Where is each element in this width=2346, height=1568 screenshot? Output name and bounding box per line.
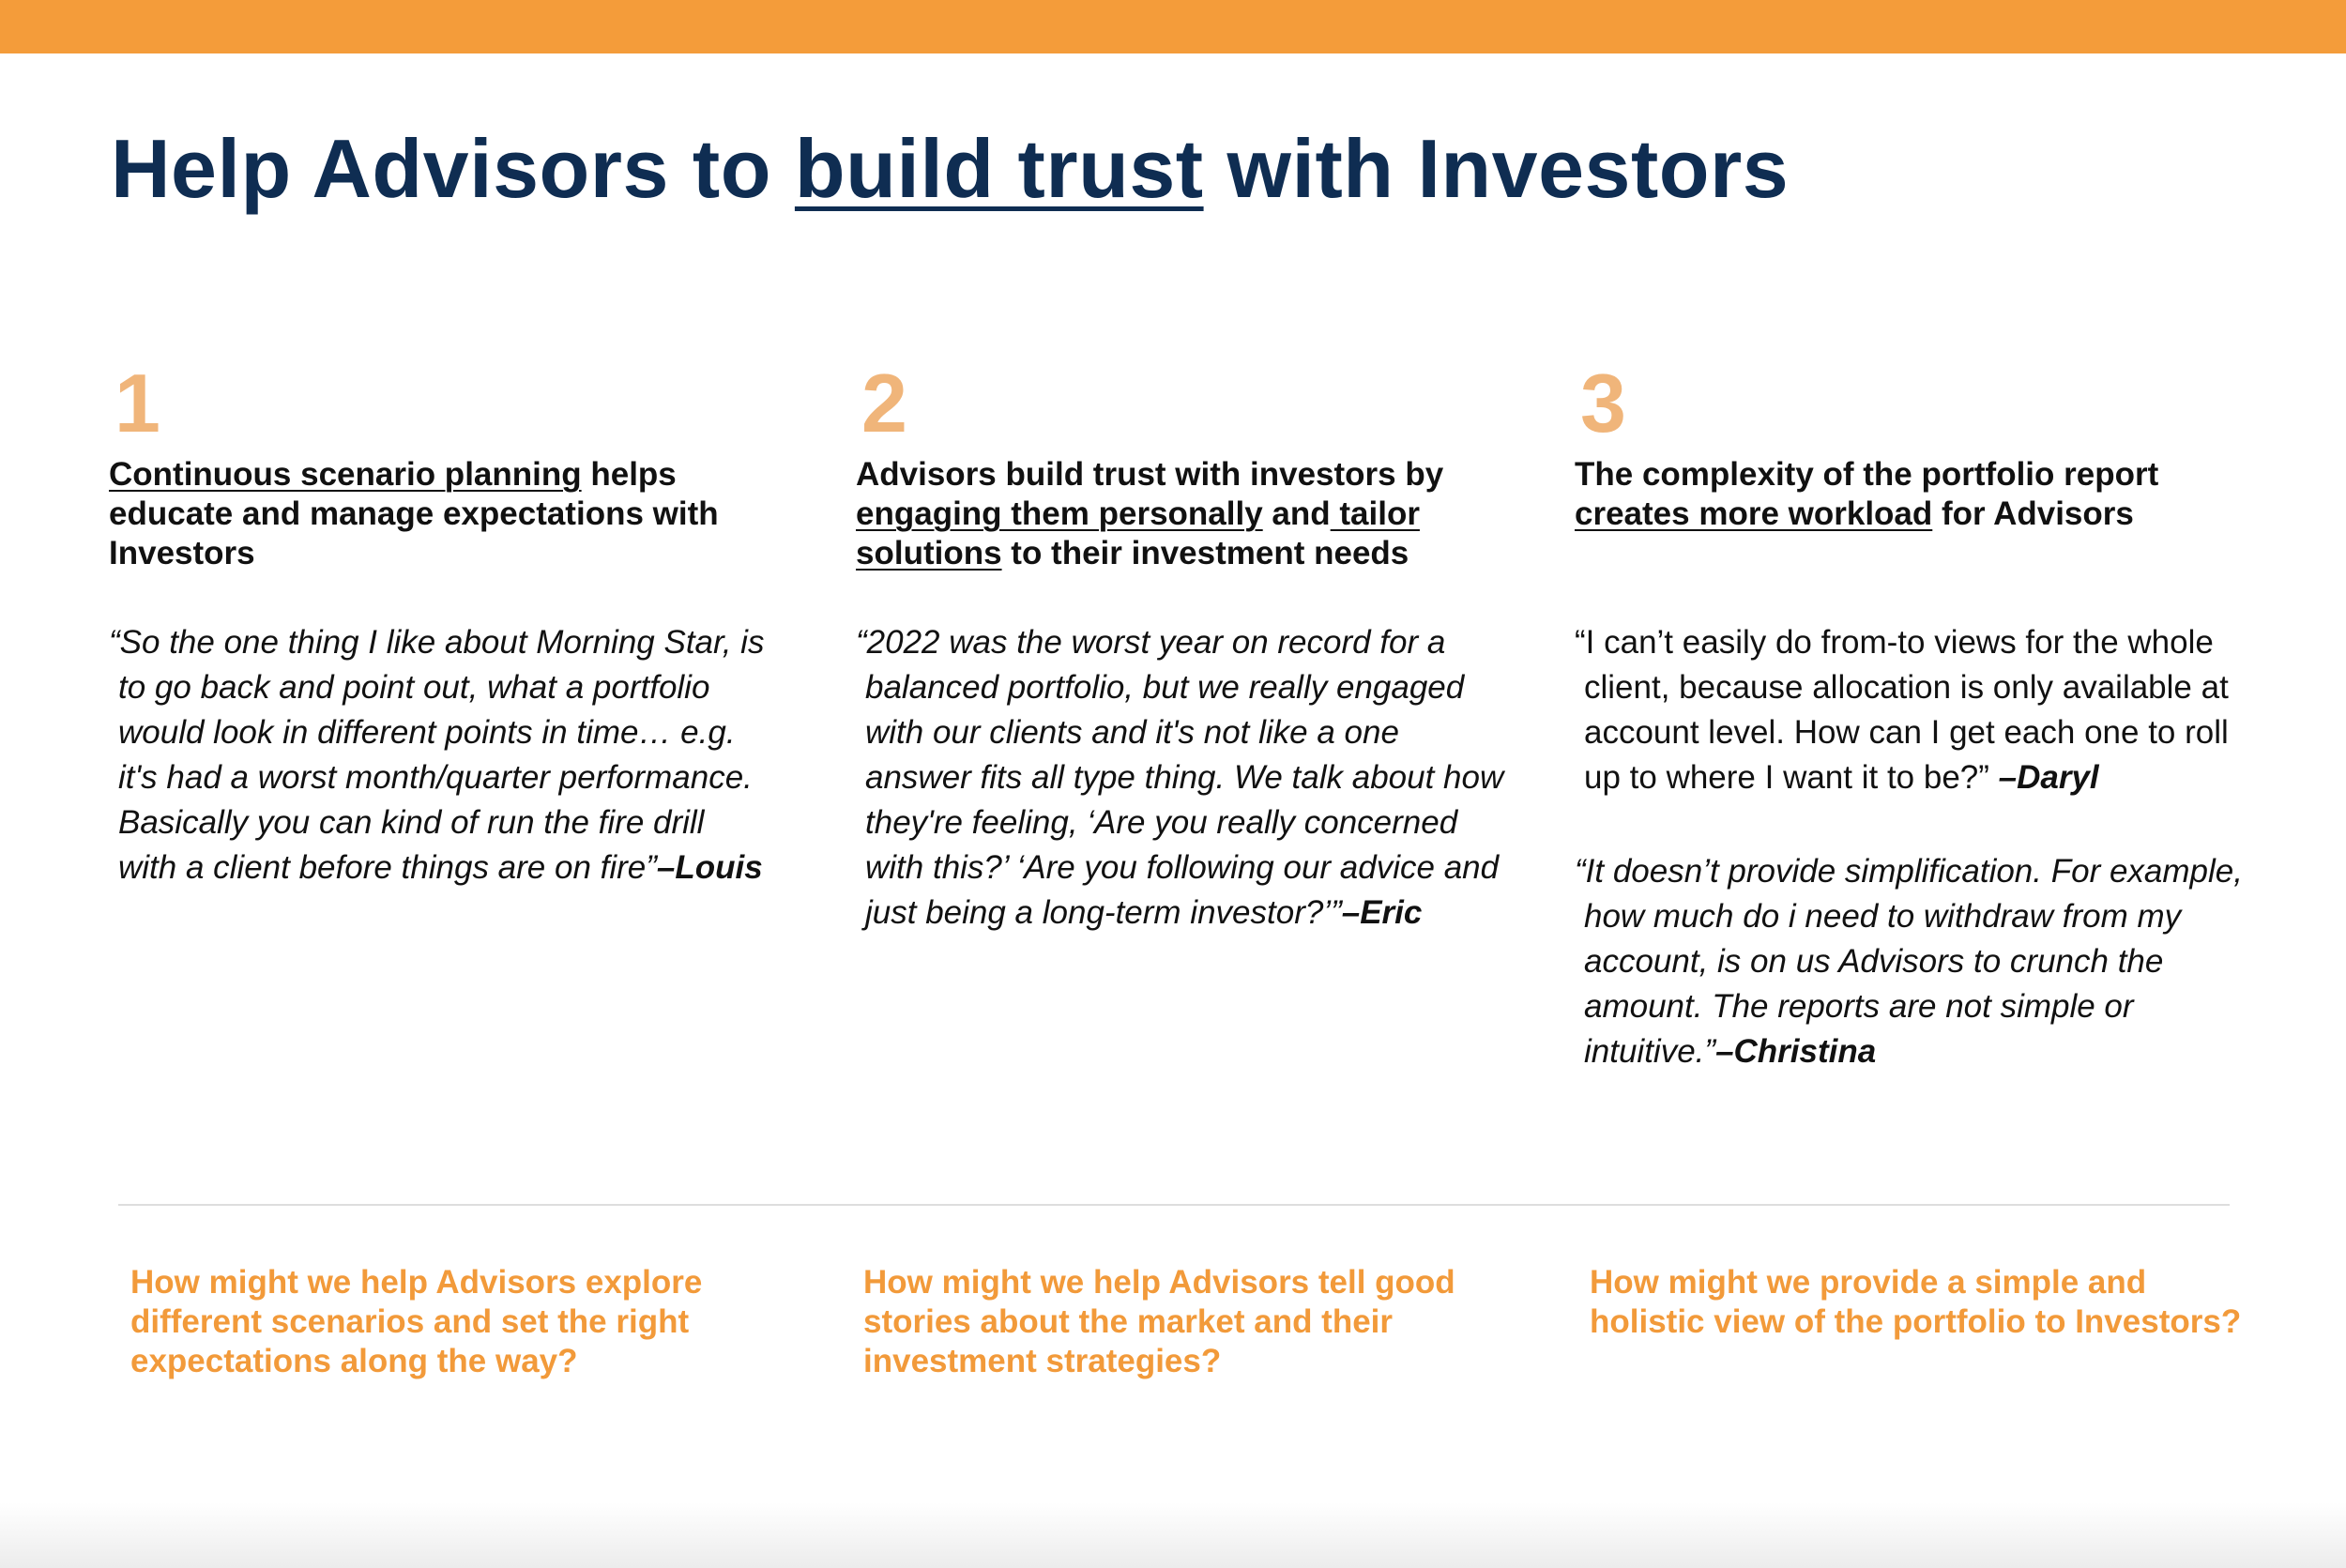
quote-text: “I can’t easily do from-to views for the whole client, because allocation is only available at account level. How can I get each one to roll up to where I want it to be?” <box>1575 624 2229 796</box>
insight-heading <box>856 455 1513 573</box>
bottom-fade <box>0 1502 2346 1568</box>
quote-author: –Eric <box>1341 894 1423 931</box>
quote-author: –Christina <box>1715 1033 1877 1070</box>
heading-underlined: creates more workload <box>1575 495 1933 532</box>
heading-text: The complexity of the portfolio report <box>1575 456 2159 493</box>
insight-heading <box>109 455 766 573</box>
quote <box>109 620 766 891</box>
section-divider <box>118 1204 2230 1206</box>
quote <box>1575 849 2250 1074</box>
insight-column-1 <box>109 357 766 891</box>
hmw-question-3: How might we provide a simple and holistic view of the portfolio to Investors? <box>1590 1264 2242 1340</box>
insight-number: 2 <box>861 357 907 449</box>
heading-text: to their investment needs <box>1001 535 1409 571</box>
title-prefix: Help Advisors to <box>111 122 795 215</box>
quote-text: “It doesn’t provide simplification. For example, how much do i need to withdraw from my account, is on us Advisors to crunch the amount. The reports are not simple or intuitive.” <box>1575 853 2243 1070</box>
heading-underlined: Continuous scenario planning <box>109 456 582 493</box>
insight-number: 3 <box>1580 357 1626 449</box>
heading-underlined: tailor solutions <box>856 495 1420 571</box>
heading-text: and <box>1262 495 1331 532</box>
quote-author: –Louis <box>656 849 763 886</box>
quote-text: “2022 was the worst year on record for a balanced portfolio, but we really engaged with our clients and it's not like a one answer fits all type thing. We talk about how they're feeling, ‘Are you really concerned with this?’ ‘Are you following our advice and just being a long-term investor?’” <box>856 624 1504 931</box>
insight-column-2 <box>856 357 1513 936</box>
top-accent-bar <box>0 0 2346 53</box>
quote <box>1575 620 2250 800</box>
page-title <box>111 113 1789 225</box>
title-suffix: with Investors <box>1203 122 1790 215</box>
heading-text: for Advisors <box>1932 495 2134 532</box>
heading-text: helps educate and manage expectations with Investors <box>109 456 719 571</box>
insight-column-3 <box>1575 357 2250 1074</box>
heading-underlined: engaging them personally <box>856 495 1263 532</box>
insight-number: 1 <box>114 357 160 449</box>
quote <box>856 620 1513 936</box>
heading-text: Advisors build trust with investors by <box>856 456 1444 493</box>
hmw-question-2: How might we help Advisors tell good stories about the market and their investment strategies? <box>863 1264 1455 1379</box>
insight-heading <box>1575 455 2250 573</box>
hmw-question-1: How might we help Advisors explore different scenarios and set the right expectations along the way? <box>130 1264 703 1379</box>
quote-text: “So the one thing I like about Morning Star, is to go back and point out, what a portfolio would look in different points in time… e.g. it's had a worst month/quarter performance. Basically you can kind of run the fire drill with a client before things are on fire” <box>109 624 765 886</box>
title-highlight: build trust <box>794 122 1204 215</box>
quote-author: –Daryl <box>1998 759 2099 796</box>
